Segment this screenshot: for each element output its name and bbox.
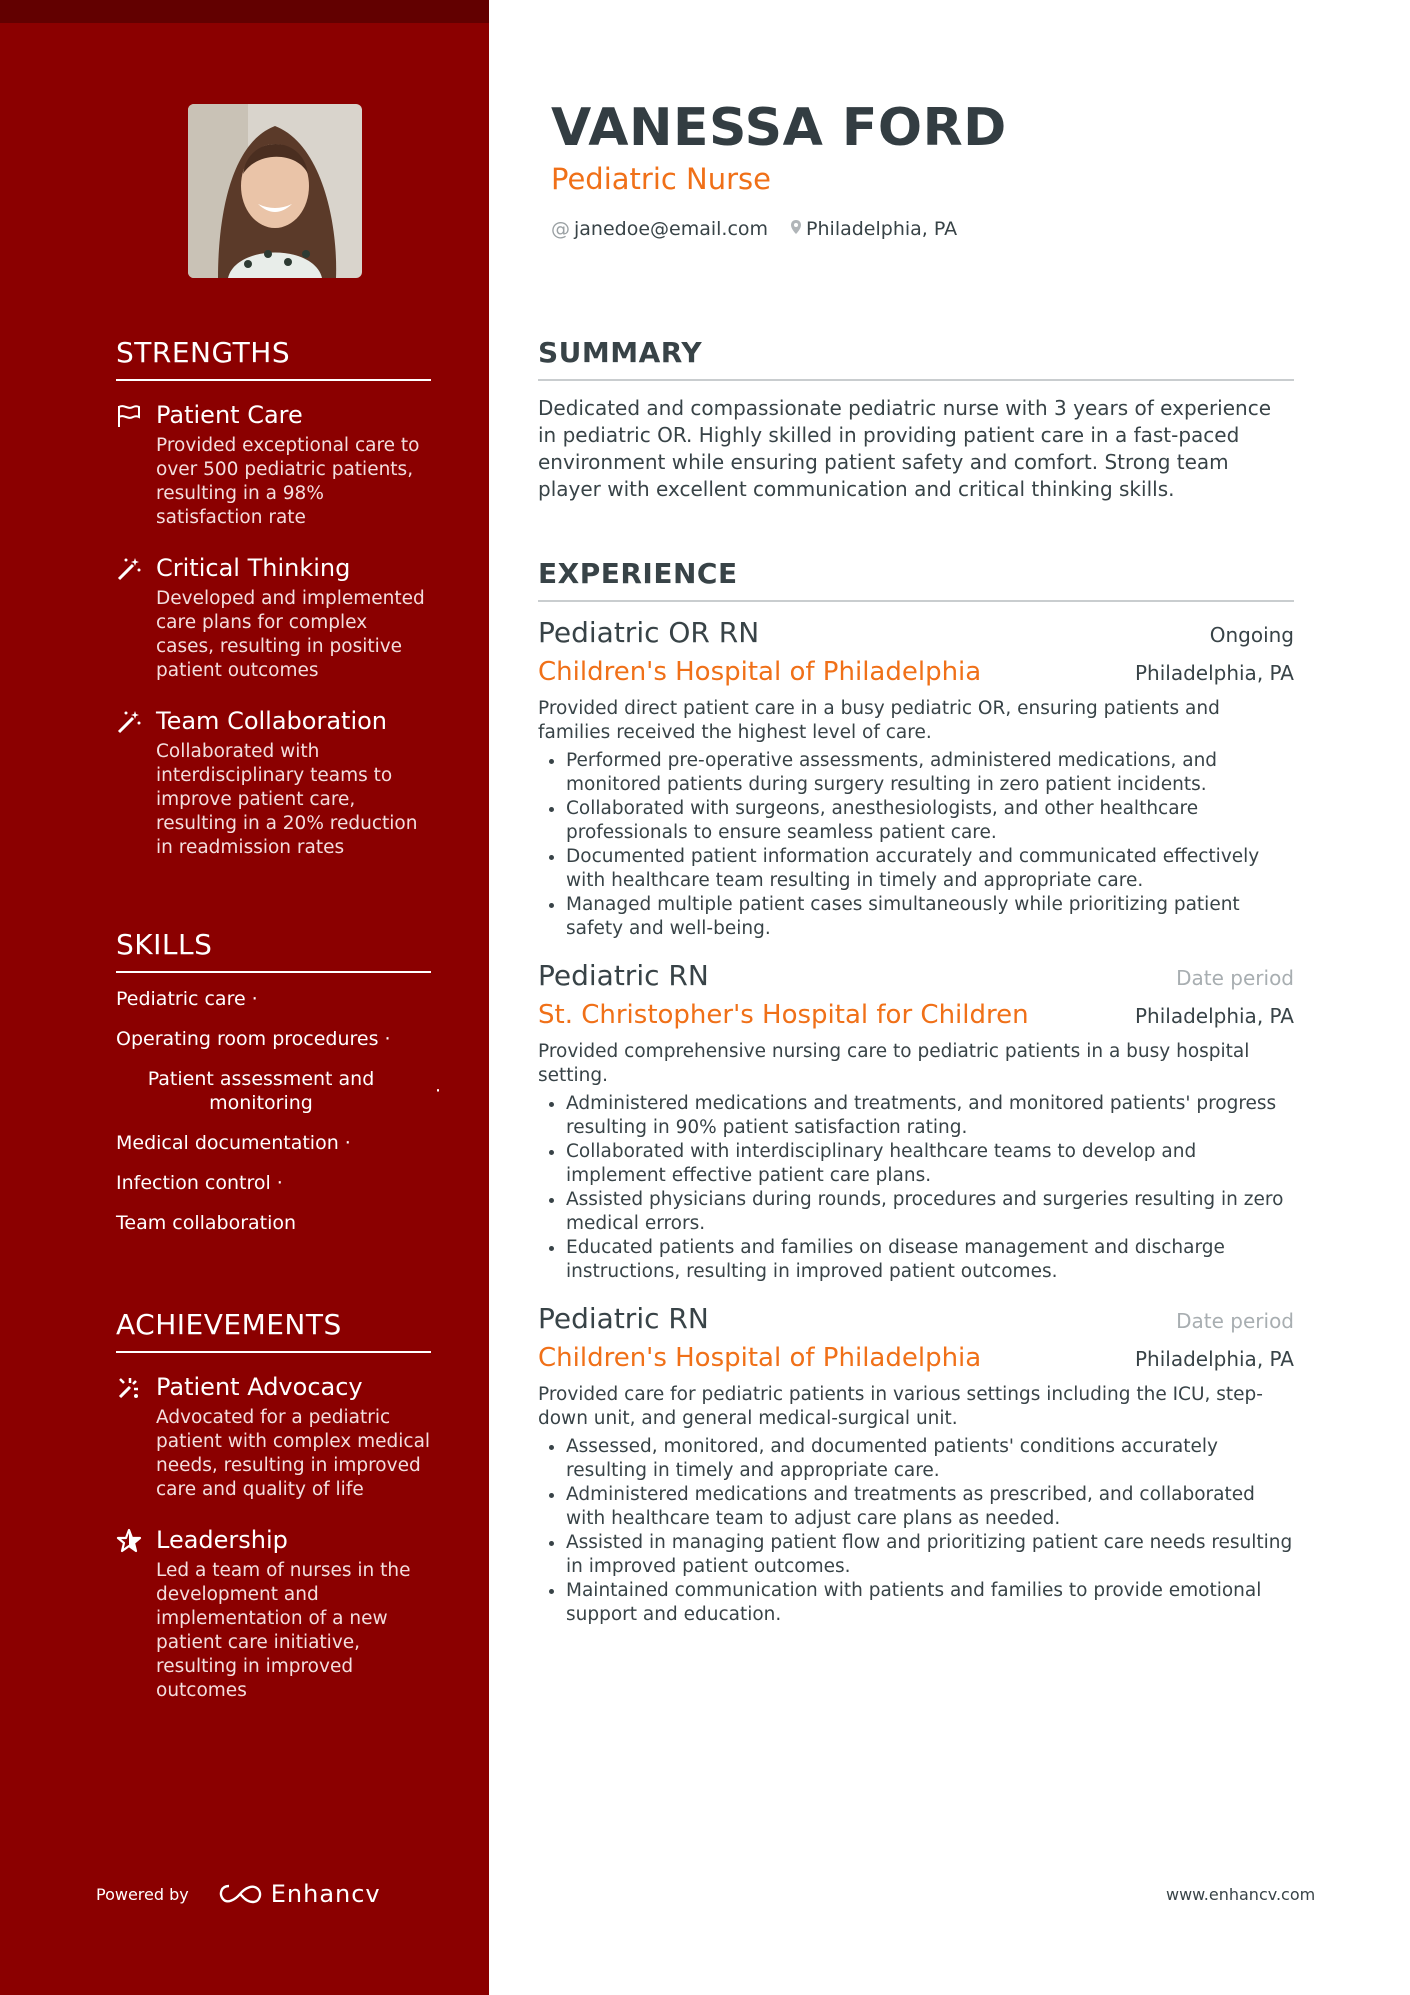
skill-label: Patient assessment and monitoring <box>147 1068 375 1114</box>
job-bullets <box>538 1092 1294 1284</box>
footer-url[interactable]: www.enhancv.com <box>1166 1885 1316 1904</box>
job-bullet: • Managed multiple patient cases simultaneously while prioritizing patient safety and well-being. <box>566 893 1294 941</box>
location-pin-icon <box>790 218 802 240</box>
candidate-name: VANESSA FORD <box>551 98 1007 158</box>
skill-item: Patient assessment and monitoring · <box>116 1067 431 1115</box>
job-bullet: • Collaborated with surgeons, anesthesiologists, and other healthcare professionals to ensure seamless patient care. <box>566 797 1294 845</box>
job-company: Children's Hospital of Philadelphia <box>538 657 982 687</box>
skill-label: Pediatric care <box>116 988 246 1010</box>
skill-item: Infection control · <box>116 1172 283 1194</box>
profile-photo <box>188 104 362 278</box>
strengths-section <box>116 336 431 860</box>
achievement-title: Leadership <box>156 1526 288 1554</box>
job-bullet: • Documented patient information accurately and communicated effectively with healthcare team resulting in timely and appropriate care. <box>566 845 1294 893</box>
job-bullets <box>538 1435 1294 1627</box>
location-text: Philadelphia, PA <box>806 218 958 240</box>
skill-item <box>116 1211 431 1235</box>
job-title: Pediatric RN <box>538 959 709 992</box>
job-bullet: • Assisted in managing patient flow and prioritizing patient care needs resulting in improved patient outcomes. <box>566 1531 1294 1579</box>
skills-section <box>116 928 441 1235</box>
skill-item: Operating room procedures · <box>116 1028 391 1050</box>
strength-item <box>116 705 431 860</box>
job-entry <box>538 616 1294 941</box>
experience-title: EXPERIENCE <box>538 557 1294 602</box>
job-bullet: • Administered medications and treatments, and monitored patients' progress resulting in 90% patient satisfaction rating. <box>566 1092 1294 1140</box>
summary-title: SUMMARY <box>538 336 1294 381</box>
strength-item <box>116 399 431 530</box>
job-bullet: • Administered medications and treatments as prescribed, and collaborated with healthcare team to adjust care plans as needed. <box>566 1483 1294 1531</box>
strength-desc: Collaborated with interdisciplinary teams to improve patient care, resulting in a 20% reduction in readmission rates <box>156 741 418 858</box>
email-text: janedoe@email.com <box>574 218 769 240</box>
sidebar-top-bar <box>0 0 489 23</box>
skill-item: Pediatric care · <box>116 988 258 1010</box>
job-bullet: • Educated patients and families on disease management and discharge instructions, resulting in improved patient outcomes. <box>566 1236 1294 1284</box>
job-date: Date period <box>1176 966 1294 990</box>
skill-label: Operating room procedures <box>116 1028 379 1050</box>
job-entry <box>538 1302 1294 1627</box>
contact-row <box>551 218 957 240</box>
job-title: Pediatric OR RN <box>538 616 760 649</box>
skill-item: Medical documentation · <box>116 1132 351 1154</box>
sidebar <box>0 0 489 1995</box>
magic-wand-icon <box>116 556 142 582</box>
job-bullet: • Collaborated with interdisciplinary healthcare teams to develop and implement effective patient care plans. <box>566 1140 1294 1188</box>
magic-wand-icon <box>116 709 142 735</box>
summary-text: Dedicated and compassionate pediatric nurse with 3 years of experience in pediatric OR. Highly skilled in providing patient care in a fast-paced environment while ensuring patient safety and comfort. Strong team player with excellent communication and critical thinking skills. <box>538 396 1272 501</box>
job-location: Philadelphia, PA <box>1134 1004 1294 1028</box>
location-contact <box>790 218 957 240</box>
job-location: Philadelphia, PA <box>1134 661 1294 685</box>
skill-label: Medical documentation <box>116 1132 339 1154</box>
strength-title: Team Collaboration <box>156 707 388 735</box>
job-location: Philadelphia, PA <box>1134 1347 1294 1371</box>
job-description: Provided care for pediatric patients in various settings including the ICU, step-down unit, and general medical-surgical unit. <box>538 1384 1263 1429</box>
achievement-desc: Advocated for a pediatric patient with complex medical needs, resulting in improved care and quality of life <box>156 1407 431 1500</box>
strength-title: Patient Care <box>156 401 303 429</box>
strength-desc: Provided exceptional care to over 500 pediatric patients, resulting in a 98% satisfaction rate <box>156 435 420 528</box>
summary-section <box>538 336 1294 503</box>
star-icon <box>116 1528 142 1554</box>
job-description: Provided comprehensive nursing care to pediatric patients in a busy hospital setting. <box>538 1041 1250 1086</box>
enhancv-brand: Enhancv <box>270 1880 381 1908</box>
experience-section <box>538 557 1294 1627</box>
strength-desc: Developed and implemented care plans for complex cases, resulting in positive patient outcomes <box>156 588 425 681</box>
job-bullet: • Assisted physicians during rounds, procedures and surgeries resulting in zero medical errors. <box>566 1188 1294 1236</box>
job-entry <box>538 959 1294 1284</box>
job-title: Pediatric RN <box>538 1302 709 1335</box>
job-company: Children's Hospital of Philadelphia <box>538 1343 982 1373</box>
candidate-role: Pediatric Nurse <box>551 162 771 196</box>
skill-label: Infection control <box>116 1172 271 1194</box>
job-date: Ongoing <box>1209 623 1294 647</box>
skills-title: SKILLS <box>116 928 431 973</box>
achievement-item <box>116 1371 431 1502</box>
powered-by <box>96 1880 381 1908</box>
achievement-title: Patient Advocacy <box>156 1373 363 1401</box>
job-bullet: • Performed pre-operative assessments, administered medications, and monitored patients during surgery resulting in zero patient incidents. <box>566 749 1294 797</box>
achievements-section <box>116 1308 431 1703</box>
at-icon: @ <box>551 218 570 240</box>
strength-item <box>116 552 431 683</box>
job-bullet: • Assessed, monitored, and documented patients' conditions accurately resulting in timely and appropriate care. <box>566 1435 1294 1483</box>
email-contact[interactable] <box>551 218 768 240</box>
achievement-item <box>116 1524 431 1703</box>
enhancv-logo-icon <box>217 1882 263 1906</box>
achievements-title: ACHIEVEMENTS <box>116 1308 431 1353</box>
job-bullets <box>538 749 1294 941</box>
job-company: St. Christopher's Hospital for Children <box>538 1000 1029 1030</box>
job-date: Date period <box>1176 1309 1294 1333</box>
flag-icon <box>116 403 142 429</box>
sparkle-wand-icon <box>116 1375 142 1401</box>
job-description: Provided direct patient care in a busy pediatric OR, ensuring patients and families received the highest level of care. <box>538 698 1220 743</box>
achievement-desc: Led a team of nurses in the development and implementation of a new patient care initiative, resulting in improved outcomes <box>156 1560 411 1701</box>
strength-title: Critical Thinking <box>156 554 351 582</box>
strengths-title: STRENGTHS <box>116 336 431 381</box>
job-bullet: • Maintained communication with patients and families to provide emotional support and education. <box>566 1579 1294 1627</box>
skill-label: Team collaboration <box>116 1212 297 1234</box>
powered-by-label: Powered by <box>96 1884 189 1904</box>
